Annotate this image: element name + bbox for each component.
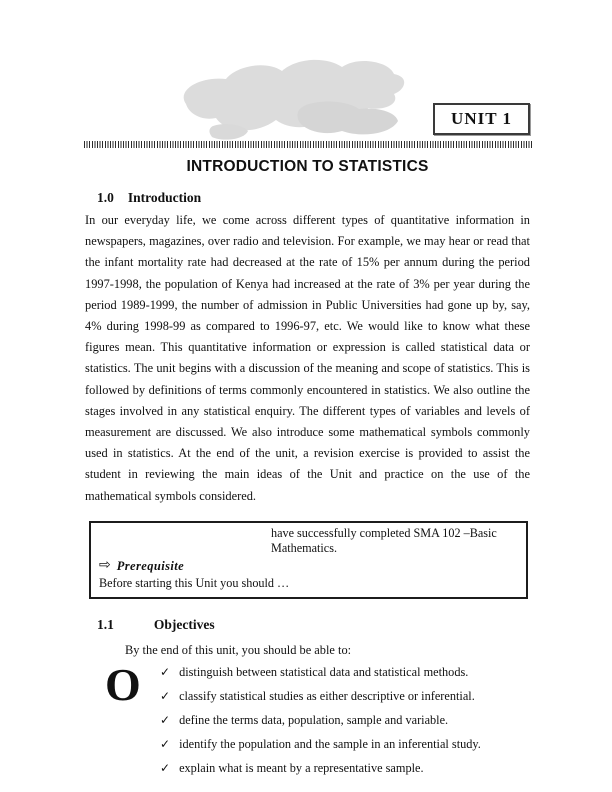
page-title: INTRODUCTION TO STATISTICS [186,158,429,175]
page-content [85,150,530,784]
checkmark-icon: ✓ [160,688,171,703]
list-item-text: identify the population and the sample in an inferential study. [179,736,481,751]
list-item [160,688,530,704]
list-item-text: classify statistical studies as either descriptive or inferential. [179,688,475,703]
prerequisite-box [89,521,528,599]
decorative-drop-cap: O [105,659,141,710]
section-heading-introduction [97,190,530,206]
prerequisite-body: Before starting this Unit you should … [99,575,290,590]
world-map-graphic [158,48,438,153]
section-number: 1.1 [97,616,114,632]
section-heading-objectives [97,617,530,633]
section-title: Objectives [153,616,215,632]
list-item [160,664,530,680]
prerequisite-label: Prerequisite [116,558,185,573]
unit-badge-label: UNIT 1 [451,109,512,128]
section-number: 1.0 [97,190,114,205]
checkmark-icon: ✓ [160,736,171,751]
prerequisite-label-row [99,559,518,574]
list-item-text: define the terms data, population, sample and variable. [179,712,449,727]
list-item [160,736,530,752]
objectives-list [160,664,530,776]
unit-badge [433,103,530,135]
checkmark-icon: ✓ [160,664,171,679]
right-arrow-icon: ⇨ [99,558,111,574]
list-item [160,712,530,728]
hatched-rule [84,140,532,149]
list-item-text: distinguish between statistical data and statistical methods. [179,664,469,679]
introduction-paragraph: In our everyday life, we come across different types of quantitative information in newspapers, magazines, over radio and television. For example, we may hear or read that the infant mortality rate had decreased at the rate of 15% per annum during the period 1997-1998, the population of Kenya had increased at the rate of 3% per year during the period 1989-1999, the number of admission in Public Universities had gone up by, say, 4% during 1998-99 as compared to 1996-97, etc. We would like to know what these figures mean. This quantitative information or expression is called statistical data or statistics. The unit begins with a discussion of the meaning and scope of statistics. This is followed by definitions of terms commonly encountered in statistics. We also outline the stages involved in any statistical enquiry. The different types of variables and levels of measurement are discussed. We also introduce some mathematical symbols commonly used in statistics. At the end of the unit, a revision exercise is provided to assist the student in reviewing the main ideas of the Unit and practice on the use of the mathematical symbols considered. [85,213,530,503]
checkmark-icon: ✓ [160,760,171,775]
list-item [160,760,530,776]
prerequisite-overflow-text: have successfully completed SMA 102 –Basic Mathematics. [271,525,497,555]
objectives-lead: By the end of this unit, you should be able to: [125,642,352,657]
section-title: Introduction [127,190,202,205]
checkmark-icon: ✓ [160,712,171,727]
list-item-text: explain what is meant by a representative sample. [179,760,424,775]
